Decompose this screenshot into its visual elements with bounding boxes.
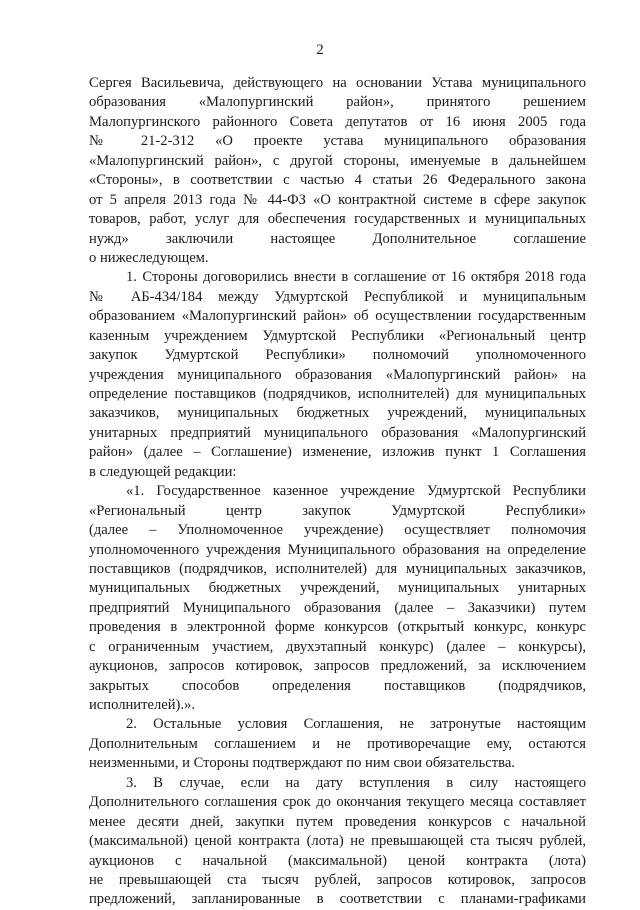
text-line: поставщиков (подрядчиков, исполнителей) для муниципальных заказчиков, xyxy=(89,560,586,577)
text-line: заказчиков, муниципальных бюджетных учреждений, муниципальных xyxy=(89,405,586,422)
text-line: Дополнительного соглашения срок до окончания текущего месяца составляет xyxy=(89,794,586,811)
text-line: от 5 апреля 2013 года № 44-ФЗ «О контрактной системе в сфере закупок xyxy=(89,191,586,208)
text-line: аукционов, запросов котировок, запросов предложений, за исключением xyxy=(89,658,586,675)
text-line: Сергея Васильевича, действующего на основании Устава муниципального xyxy=(89,75,586,91)
text-line: исполнителей).». xyxy=(89,697,195,713)
text-line: 1. Стороны договорились внести в соглашение от 16 октября 2018 года xyxy=(126,269,586,286)
text-line: образования «Малопургинский район», принятого решением xyxy=(89,94,586,111)
text-line: не превышающей ста тысяч рублей, запросов котировок, запросов xyxy=(89,871,586,888)
text-line: район» (далее – Соглашение) изменение, изложив пункт 1 Соглашения xyxy=(89,444,586,461)
text-line: унитарных предприятий муниципального образования «Малопургинский xyxy=(89,424,586,441)
text-line: предприятий Муниципального образования (далее – Заказчики) путем xyxy=(89,599,586,616)
text-line: Малопургинского районного Совета депутатов от 16 июня 2005 года xyxy=(89,113,586,130)
text-line: муниципальных бюджетных учреждений, муниципальных унитарных xyxy=(89,580,586,597)
text-line: закупок Удмуртской Республики» полномочий уполномоченного xyxy=(89,347,586,364)
text-line: 3. В случае, если на дату вступления в силу настоящего xyxy=(126,774,586,791)
text-line: «Региональный центр закупок Удмуртской Республики» xyxy=(89,502,586,519)
text-line: уполномоченного учреждения Муниципального образования на определение xyxy=(89,541,586,558)
text-line: «1. Государственное казенное учреждение Удмуртской Республики xyxy=(126,483,586,500)
text-line: Дополнительным соглашением и не противоречащие ему, остаются xyxy=(89,735,586,752)
text-line: менее десяти дней, закупки путем проведения конкурсов с начальной xyxy=(89,813,586,830)
text-line: образованием «Малопургинский район» об осуществлении государственным xyxy=(89,308,586,325)
text-line: товаров, работ, услуг для обеспечения государственных и муниципальных xyxy=(89,211,586,228)
text-line: в следующей редакции: xyxy=(89,463,237,480)
text-line: (далее – Уполномоченное учреждение) осуществляет полномочия xyxy=(89,522,586,539)
text-line: закрытых способов определения поставщиков (подрядчиков, xyxy=(89,677,586,694)
text-line: 2. Остальные условия Соглашения, не затронутые настоящим xyxy=(126,716,586,733)
text-line: учреждения муниципального образования «Малопургинский район» на xyxy=(89,366,586,383)
text-line: с ограниченным участием, двухэтапный конкурс) (далее – конкурсы), xyxy=(89,638,586,655)
page-number: 2 xyxy=(316,42,324,58)
text-line: нужд» заключили настоящее Дополнительное соглашение xyxy=(89,230,586,247)
text-line: предложений, запланированные в соответствии с планами-графиками xyxy=(89,891,586,908)
text-line: неизменными, и Стороны подтверждают по ним свои обязательства. xyxy=(89,755,515,772)
text-line: «Стороны», в соответствии с частью 4 статьи 26 Федерального закона xyxy=(89,172,586,189)
text-line: казенным учреждением Удмуртской Республики «Региональный центр xyxy=(89,327,586,344)
text-line: о нижеследующем. xyxy=(89,249,209,266)
text-line: «Малопургинский район», с другой стороны, именуемые в дальнейшем xyxy=(89,152,586,169)
text-line: № АБ-434/184 между Удмуртской Республикой и муниципальным xyxy=(89,288,586,305)
text-line: № 21-2-312 «О проекте устава муниципального образования xyxy=(89,133,586,150)
document-body xyxy=(89,74,586,910)
text-line: проведения в электронной форме конкурсов (открытый конкурс, конкурс xyxy=(89,619,586,636)
text-line: (максимальной) ценой контракта (лота) не превышающей ста тысяч рублей, xyxy=(89,833,586,850)
text-line: определение поставщиков (подрядчиков, исполнителей) для муниципальных xyxy=(89,386,586,402)
text-line: аукционов с начальной (максимальной) ценой контракта (лота) xyxy=(89,852,586,869)
